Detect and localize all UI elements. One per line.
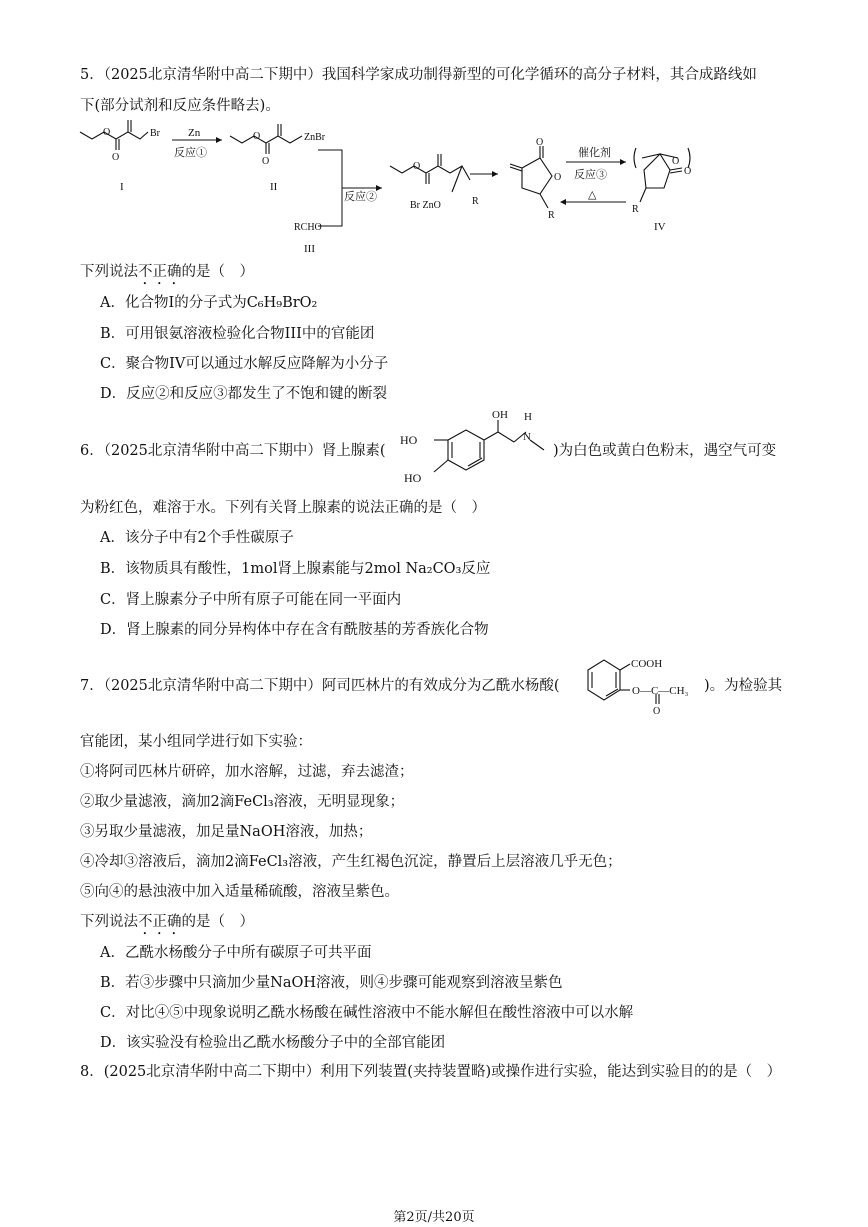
epinephrine-oh: OH [492,409,508,421]
epinephrine-structure [398,410,558,490]
page-footer: 第2页/共20页 [393,1210,475,1225]
label-IV: IV [654,221,666,233]
polymer-o: O [672,156,680,167]
aspirin-ester: O—C—CH₃ [632,685,689,697]
q7-prompt-post: 的是（ ） [181,914,254,930]
q5-reaction-scheme [70,118,770,258]
q5-option-b: B．可用银氨溶液检验化合物III中的官能团 [100,326,375,342]
lactone-carbonyl-o: O [536,137,544,148]
q7-prompt-pre: 下列说法 [80,914,138,930]
q7-stem-post: )。为检验其 [704,678,783,694]
intermediate-structure [390,154,470,192]
q7-prompt [80,912,254,938]
q5-stem-line1: 5．（2025北京清华附中高二下期中）我国科学家成功制得新型的可化学循环的高分子材料，其合成路线如 [80,67,757,83]
q6-option-a: A．该分子中有2个手性碳原子 [100,530,294,546]
compound-II-znbr: ZnBr [304,132,326,143]
rcho-label: RCHO [294,222,322,233]
q7-option-a: A．乙酰水杨酸分子中所有碳原子可共平面 [100,945,372,961]
q6-option-d: D．肾上腺素的同分异构体中存在含有酰胺基的芳香族化合物 [100,622,489,638]
compound-I-structure [80,120,148,150]
q6-stem-post: )为白色或黄白色粉末，遇空气可变 [553,443,777,459]
q6-stem-line2: 为粉红色，难溶于水。下列有关肾上腺素的说法正确的是（ ） [80,500,486,516]
reaction-1-label: 反应① [174,147,207,159]
lactone-r: R [548,210,555,221]
q5-option-a: A．化合物I的分子式为C₆H₉BrO₂ [100,295,318,311]
polymer-carbonyl-o: O [684,166,692,177]
aspirin-cooh: COOH [631,658,663,670]
epinephrine-nh: H [524,411,532,423]
q7-option-b: B．若③步骤中只滴加少量NaOH溶液，则④步骤可能观察到溶液呈紫色 [100,975,563,991]
catalyst-label: 催化剂 [578,147,611,159]
q5-stem-line2: 下(部分试剂和反应条件略去)。 [80,98,280,114]
label-II: II [270,181,278,193]
q7-step-4: ④冷却③溶液后，滴加2滴FeCl₃溶液，产生红褐色沉淀，静置后上层溶液几乎无色； [80,854,622,870]
q7-step-3: ③另取少量滤液，加足量NaOH溶液，加热； [80,824,373,840]
lactone-monomer-structure [510,146,552,208]
polymer-r: R [632,204,639,215]
q5-prompt-post: 的是（ ） [181,264,254,280]
q6-option-c: C．肾上腺素分子中所有原子可能在同一平面内 [100,592,402,608]
compound-II-o2: O [262,156,270,167]
q7-option-c: C．对比④⑤中现象说明乙酰水杨酸在碱性溶液中不能水解但在酸性溶液中可以水解 [100,1005,634,1021]
compound-I-br: Br [150,128,160,139]
q7-option-d: D．该实验没有检验出乙酰水杨酸分子中的全部官能团 [100,1035,446,1051]
q5-option-d: D．反应②和反应③都发生了不饱和键的断裂 [100,386,388,402]
q7-step-5: ⑤向④的悬浊液中加入适量稀硫酸，溶液呈紫色。 [80,884,399,900]
compound-I-o2: O [112,152,120,163]
q7-stem-line2: 官能团，某小组同学进行如下实验： [80,734,312,750]
compound-II-o: O [253,131,261,142]
epinephrine-ho-bottom: HO [404,471,422,485]
intermediate-r: R [472,196,479,207]
q6-option-b: B．该物质具有酸性，1mol肾上腺素能与2mol Na₂CO₃反应 [100,561,491,577]
label-I: I [120,181,124,193]
q5-prompt-pre: 下列说法 [80,264,138,280]
aspirin-carbonyl-o: O [653,706,661,717]
compound-I-o: O [103,127,111,138]
epinephrine-ho-top: HO [400,433,418,447]
heat-label: △ [588,189,597,201]
reactant-bracket [318,150,342,226]
q7-step-1: ①将阿司匹林片研碎，加水溶解，过滤，弃去滤渣； [80,764,414,780]
reagent-zn: Zn [188,127,201,139]
lactone-ring-o: O [554,172,562,183]
q8-stem: 8．(2025北京清华附中高二下期中）利用下列装置(夹持装置略)或操作进行实验，能达到实验目的的是（ ） [80,1064,782,1080]
compound-II-structure [230,124,302,154]
polymer-IV-structure [634,148,690,202]
intermediate-o: O [413,161,421,172]
q6-stem-pre: 6．（2025北京清华附中高二下期中）肾上腺素( [80,443,386,459]
q7-prompt-emphasis: 不正确 [138,914,182,930]
reaction-2-label: 反应② [344,191,377,203]
q5-option-c: C．聚合物IV可以通过水解反应降解为小分子 [100,356,389,372]
intermediate-brzno: Br ZnO [410,200,441,211]
aspirin-structure [580,650,710,715]
label-III: III [304,243,315,255]
q5-prompt [80,262,254,288]
q7-step-2: ②取少量滤液，滴加2滴FeCl₃溶液，无明显现象； [80,794,405,810]
reaction-3-label: 反应③ [574,169,607,181]
q5-prompt-emphasis: 不正确 [138,264,182,280]
epinephrine-n: N [523,431,531,443]
q7-stem-pre: 7．（2025北京清华附中高二下期中）阿司匹林片的有效成分为乙酰水杨酸( [80,678,560,694]
